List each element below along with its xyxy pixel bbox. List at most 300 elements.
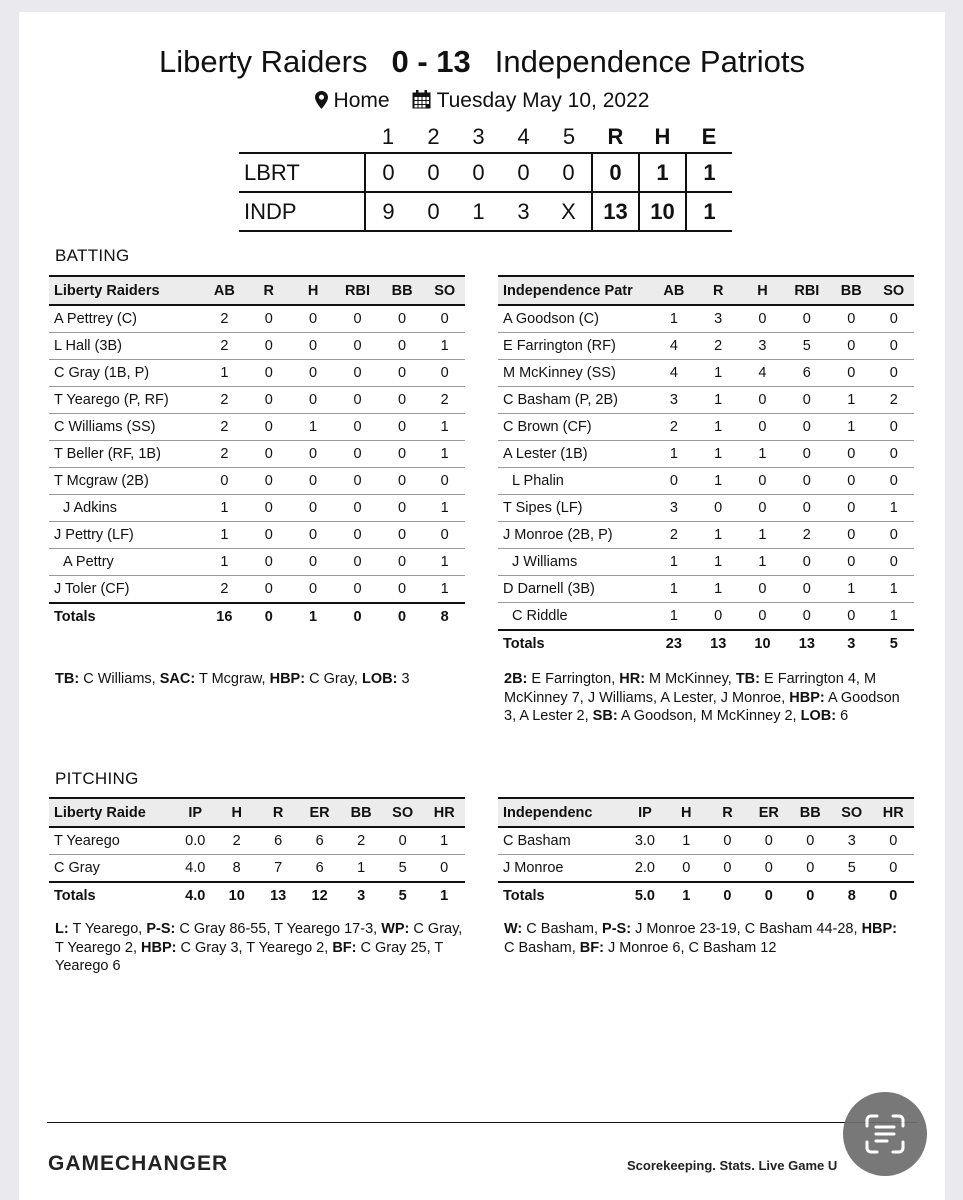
player-row xyxy=(498,414,914,441)
stat-value: 0 xyxy=(740,576,784,603)
player-row xyxy=(498,603,914,631)
stat-value: 0 xyxy=(696,603,740,631)
errors-total: 1 xyxy=(686,153,732,192)
stat-value: 0 xyxy=(380,333,425,360)
stat-value: 6 xyxy=(785,360,829,387)
stat-value: 1 xyxy=(424,414,465,441)
player-name: A Pettry xyxy=(49,549,202,576)
note-value: J Monroe 23-19, C Basham 44-28, xyxy=(631,921,862,937)
stat-value: 0 xyxy=(829,468,873,495)
player-row xyxy=(49,576,465,604)
stat-value: 0 xyxy=(829,333,873,360)
table-header-row xyxy=(49,798,465,827)
stat-value: 1 xyxy=(202,549,247,576)
note-key: HBP: xyxy=(141,939,177,956)
stat-value: 1 xyxy=(873,495,914,522)
note-key: SB: xyxy=(592,708,618,724)
stat-value: 0 xyxy=(335,387,380,414)
stat-column-header: BB xyxy=(340,798,382,827)
totals-label: Totals xyxy=(498,630,652,657)
totals-value: 16 xyxy=(202,603,247,630)
totals-value: 0 xyxy=(335,603,380,630)
note-key: WP: xyxy=(381,921,410,937)
totals-value: 1 xyxy=(423,882,465,909)
note-key: LOB: xyxy=(800,708,837,724)
stat-value: 4 xyxy=(652,360,696,387)
stat-value: 2 xyxy=(340,827,382,855)
stat-value: 0 xyxy=(829,522,873,549)
stat-column-header: BB xyxy=(790,798,831,827)
inning-score: 0 xyxy=(456,153,501,192)
stat-value: 0 xyxy=(740,414,784,441)
stat-value: 6 xyxy=(299,855,341,883)
note-key: L: xyxy=(55,921,69,937)
stat-value: 0 xyxy=(785,305,829,333)
runs-total: 0 xyxy=(592,153,639,192)
stat-value: 0 xyxy=(790,827,831,855)
stat-value: 1 xyxy=(291,414,335,441)
stat-value: 0 xyxy=(873,549,914,576)
stat-value: 1 xyxy=(740,522,784,549)
player-row xyxy=(49,522,465,549)
stat-value: 0 xyxy=(740,305,784,333)
totals-label: Totals xyxy=(49,603,202,630)
stat-value: 0 xyxy=(829,495,873,522)
stat-value: 2 xyxy=(202,333,247,360)
stat-value: 0 xyxy=(748,827,789,855)
stat-value: 0 xyxy=(829,441,873,468)
note-key: P-S: xyxy=(602,921,632,937)
player-row xyxy=(49,360,465,387)
player-name: A Lester (1B) xyxy=(498,441,652,468)
totals-row xyxy=(49,603,465,630)
totals-value: 13 xyxy=(785,630,829,657)
stat-value: 5 xyxy=(831,855,872,883)
player-row xyxy=(49,827,465,855)
note-key: HBP: xyxy=(789,689,825,706)
stat-value: 0 xyxy=(829,360,873,387)
inning-header: 1 xyxy=(381,124,395,149)
stat-value: 0 xyxy=(335,576,380,604)
totals-value: 10 xyxy=(740,630,784,657)
stat-value: 0 xyxy=(247,441,291,468)
player-row xyxy=(498,333,914,360)
stat-column-header: H xyxy=(740,276,784,305)
stat-value: 7 xyxy=(257,855,298,883)
totals-value: 13 xyxy=(257,882,298,909)
note-value: J Monroe 6, C Basham 12 xyxy=(603,939,777,956)
totals-value: 0 xyxy=(380,603,425,630)
stat-value: 5 xyxy=(785,333,829,360)
totals-value: 4.0 xyxy=(174,882,216,909)
player-name: C Gray (1B, P) xyxy=(49,360,202,387)
stat-value: 1 xyxy=(740,549,784,576)
pitching-table-home xyxy=(498,797,914,909)
note-value: C Basham, xyxy=(522,921,603,937)
totals-value: 0 xyxy=(872,882,914,909)
note-value: C Gray, T Yearego 2, xyxy=(55,921,463,956)
totals-label: Totals xyxy=(498,882,624,909)
home-team-name: Independence Patriots xyxy=(494,44,805,79)
stat-value: 0 xyxy=(380,441,425,468)
stat-value: 0 xyxy=(247,360,291,387)
note-key: HBP: xyxy=(861,921,898,937)
boxscore-page xyxy=(19,12,945,1200)
stat-value: 2 xyxy=(202,387,247,414)
table-header-row xyxy=(498,276,914,305)
stat-value: 0 xyxy=(873,305,914,333)
stat-value: 0 xyxy=(785,468,829,495)
note-key: LOB: xyxy=(361,671,398,687)
stat-column-header: R xyxy=(247,276,291,305)
stat-column-header: RBI xyxy=(335,276,380,305)
hits-total: 10 xyxy=(639,192,686,231)
note-value: C Williams, xyxy=(79,671,160,687)
player-row xyxy=(49,468,465,495)
totals-value: 0 xyxy=(748,882,789,909)
stat-value: 0 xyxy=(247,522,291,549)
stat-value: 0 xyxy=(740,387,784,414)
note-value: C Gray 25, T Yearego 6 xyxy=(55,939,443,974)
hits-total: 1 xyxy=(639,153,686,192)
stat-value: 3.0 xyxy=(624,827,665,855)
stat-value: 0 xyxy=(247,468,291,495)
note-value: A Goodson 3, A Lester 2, xyxy=(504,689,900,724)
stat-value: 1 xyxy=(202,522,247,549)
player-row xyxy=(498,441,914,468)
note-key: SAC: xyxy=(159,671,196,687)
batting-section-title: BATTING xyxy=(55,246,130,265)
inning-header: 5 xyxy=(562,124,576,149)
inning-score: 0 xyxy=(546,153,592,192)
note-value: T Mcgraw, xyxy=(195,671,270,687)
note-value: M McKinney, xyxy=(645,671,736,687)
player-name: C Basham xyxy=(498,827,624,855)
stat-value: 0 xyxy=(785,387,829,414)
player-name: J Monroe (2B, P) xyxy=(498,522,652,549)
stat-value: 0 xyxy=(785,576,829,603)
stat-value: 0 xyxy=(335,495,380,522)
stat-value: 0 xyxy=(785,441,829,468)
note-value: A Goodson, M McKinney 2, xyxy=(617,708,801,724)
stat-value: 0 xyxy=(291,360,335,387)
stat-value: 0 xyxy=(247,333,291,360)
stat-column-header: AB xyxy=(202,276,247,305)
team-abbr: LBRT xyxy=(239,153,365,192)
errors-header: E xyxy=(701,124,717,149)
stat-value: 2 xyxy=(785,522,829,549)
stat-value: 0 xyxy=(247,414,291,441)
totals-value: 8 xyxy=(831,882,872,909)
player-name: C Williams (SS) xyxy=(49,414,202,441)
totals-value: 10 xyxy=(216,882,257,909)
player-row xyxy=(498,495,914,522)
stat-value: 1 xyxy=(652,603,696,631)
runs-total: 13 xyxy=(592,192,639,231)
stat-value: 0 xyxy=(202,468,247,495)
stat-value: 4 xyxy=(740,360,784,387)
stat-value: 3 xyxy=(652,387,696,414)
stat-column-header: IP xyxy=(174,798,216,827)
stat-value: 0 xyxy=(829,305,873,333)
linescore-table xyxy=(239,122,732,232)
stat-column-header: ER xyxy=(748,798,789,827)
stat-value: 0 xyxy=(335,333,380,360)
note-value: E Farrington, xyxy=(527,671,620,687)
pitching-notes-home xyxy=(504,920,909,957)
stat-value: 0 xyxy=(247,387,291,414)
stat-value: 1 xyxy=(740,441,784,468)
stat-value: 0 xyxy=(707,855,748,883)
stat-value: 1 xyxy=(652,549,696,576)
stat-value: 0 xyxy=(291,333,335,360)
stat-value: 0 xyxy=(873,468,914,495)
totals-value: 1 xyxy=(291,603,335,630)
stat-value: 3 xyxy=(696,305,740,333)
stat-value: 0 xyxy=(873,360,914,387)
player-row xyxy=(49,387,465,414)
player-row xyxy=(49,305,465,333)
note-key: BF: xyxy=(579,939,604,956)
stat-value: 2 xyxy=(652,414,696,441)
team-column-header: Independenc xyxy=(498,798,624,827)
hits-header: H xyxy=(654,124,671,149)
totals-value: 0 xyxy=(790,882,831,909)
batting-notes-home xyxy=(504,670,909,726)
stat-value: 0 xyxy=(785,495,829,522)
stat-value: 1 xyxy=(696,360,740,387)
player-row xyxy=(49,549,465,576)
inning-score: 1 xyxy=(456,192,501,231)
stat-value: 0 xyxy=(380,468,425,495)
stat-value: 0 xyxy=(785,603,829,631)
stat-value: 0 xyxy=(380,495,425,522)
stat-value: 0 xyxy=(291,522,335,549)
player-name: T Yearego xyxy=(49,827,174,855)
note-key: HR: xyxy=(619,671,646,687)
note-key: P-S: xyxy=(146,921,176,937)
stat-value: 1 xyxy=(829,414,873,441)
stat-value: 0 xyxy=(423,855,465,883)
inning-score: 0 xyxy=(411,153,456,192)
game-info xyxy=(19,89,945,115)
stat-value: 0 xyxy=(247,495,291,522)
runs-header: R xyxy=(607,124,624,149)
stat-value: 0 xyxy=(829,603,873,631)
stat-value: 0 xyxy=(335,549,380,576)
team-column-header: Liberty Raiders xyxy=(49,276,202,305)
note-value: C Gray, xyxy=(305,671,362,687)
stat-value: 0 xyxy=(873,414,914,441)
player-row xyxy=(498,855,914,883)
linescore-row-home xyxy=(239,192,732,231)
totals-value: 23 xyxy=(652,630,696,657)
stat-value: 1 xyxy=(696,522,740,549)
table-header-row xyxy=(49,276,465,305)
stat-value: 1 xyxy=(424,441,465,468)
stat-column-header: ER xyxy=(299,798,341,827)
totals-value: 1 xyxy=(666,882,707,909)
stat-value: 2 xyxy=(202,414,247,441)
stat-value: 0 xyxy=(873,441,914,468)
gamechanger-logo: GAMECHANGER xyxy=(48,1152,229,1175)
stat-value: 0 xyxy=(380,576,425,604)
pitching-table-away xyxy=(49,797,465,909)
stat-value: 0 xyxy=(335,360,380,387)
stat-column-header: R xyxy=(257,798,298,827)
linescore-row-away xyxy=(239,153,732,192)
stat-value: 0 xyxy=(247,576,291,604)
calendar-icon xyxy=(412,90,431,115)
stat-value: 0 xyxy=(707,827,748,855)
stat-value: 0 xyxy=(382,827,424,855)
stat-value: 0 xyxy=(424,468,465,495)
player-name: T Beller (RF, 1B) xyxy=(49,441,202,468)
stat-value: 1 xyxy=(696,387,740,414)
player-row xyxy=(498,576,914,603)
stat-column-header: RBI xyxy=(785,276,829,305)
stat-value: 1 xyxy=(696,441,740,468)
player-name: D Darnell (3B) xyxy=(498,576,652,603)
stat-value: 0 xyxy=(652,468,696,495)
player-name: E Farrington (RF) xyxy=(498,333,652,360)
note-key: W: xyxy=(504,921,523,937)
text-scan-button[interactable] xyxy=(843,1092,927,1176)
player-row xyxy=(49,855,465,883)
stat-column-header: H xyxy=(666,798,707,827)
player-name: C Brown (CF) xyxy=(498,414,652,441)
stat-value: 1 xyxy=(202,360,247,387)
stat-value: 2 xyxy=(216,827,257,855)
errors-total: 1 xyxy=(686,192,732,231)
stat-column-header: R xyxy=(707,798,748,827)
stat-value: 1 xyxy=(873,576,914,603)
stat-column-header: HR xyxy=(423,798,465,827)
note-value: E Farrington 4, M McKinney 7, J Williams, A Lester, J Monroe, xyxy=(504,671,877,706)
inning-header: 3 xyxy=(472,124,485,149)
stat-value: 0 xyxy=(740,468,784,495)
player-name: C Riddle xyxy=(498,603,652,631)
stat-value: 0 xyxy=(247,305,291,333)
stat-value: 1 xyxy=(666,827,707,855)
stat-value: 0 xyxy=(291,576,335,604)
stat-column-header: SO xyxy=(382,798,424,827)
note-value: 3 xyxy=(397,671,410,687)
stat-value: 0 xyxy=(872,855,914,883)
stat-value: 0 xyxy=(335,468,380,495)
stat-column-header: IP xyxy=(624,798,665,827)
stat-value: 0 xyxy=(291,387,335,414)
player-name: J Monroe xyxy=(498,855,624,883)
note-key: TB: xyxy=(735,671,760,687)
away-team-name: Liberty Raiders xyxy=(159,44,368,79)
player-row xyxy=(498,387,914,414)
totals-label: Totals xyxy=(49,882,174,909)
player-row xyxy=(498,549,914,576)
stat-value: 2 xyxy=(424,387,465,414)
linescore-header xyxy=(239,122,732,153)
inning-score: 3 xyxy=(501,192,546,231)
stat-value: 1 xyxy=(696,549,740,576)
stat-value: 2 xyxy=(202,305,247,333)
player-name: J Toler (CF) xyxy=(49,576,202,604)
stat-value: 1 xyxy=(340,855,382,883)
stat-value: 1 xyxy=(652,441,696,468)
stat-value: 1 xyxy=(696,414,740,441)
stat-value: 4 xyxy=(652,333,696,360)
stat-value: 3 xyxy=(740,333,784,360)
note-key: 2B: xyxy=(504,671,528,687)
game-date: Tuesday May 10, 2022 xyxy=(436,89,650,112)
stat-value: 6 xyxy=(257,827,298,855)
totals-value: 12 xyxy=(299,882,341,909)
player-row xyxy=(498,827,914,855)
stat-value: 0.0 xyxy=(174,827,216,855)
stat-value: 2 xyxy=(696,333,740,360)
stat-value: 0 xyxy=(740,603,784,631)
footer-divider xyxy=(47,1122,917,1123)
stat-value: 0 xyxy=(696,495,740,522)
totals-value: 5 xyxy=(873,630,914,657)
totals-value: 3 xyxy=(829,630,873,657)
player-name: L Hall (3B) xyxy=(49,333,202,360)
stat-value: 1 xyxy=(424,549,465,576)
batting-notes-away xyxy=(55,670,465,689)
player-name: C Basham (P, 2B) xyxy=(498,387,652,414)
stat-value: 0 xyxy=(335,441,380,468)
player-name: J Williams xyxy=(498,549,652,576)
stat-column-header: HR xyxy=(872,798,914,827)
note-value: C Gray 86-55, T Yearego 17-3, xyxy=(175,921,382,937)
inning-header: 4 xyxy=(517,124,530,149)
player-row xyxy=(49,495,465,522)
stat-value: 0 xyxy=(291,468,335,495)
stat-value: 1 xyxy=(424,333,465,360)
note-value: C Basham, xyxy=(504,939,580,956)
stat-value: 2 xyxy=(202,441,247,468)
player-name: T Sipes (LF) xyxy=(498,495,652,522)
player-row xyxy=(49,333,465,360)
player-name: C Gray xyxy=(49,855,174,883)
stat-value: 0 xyxy=(380,414,425,441)
inning-score: X xyxy=(546,192,592,231)
stat-value: 0 xyxy=(872,827,914,855)
stat-column-header: H xyxy=(291,276,335,305)
player-row xyxy=(498,468,914,495)
stat-value: 0 xyxy=(666,855,707,883)
stat-value: 0 xyxy=(291,441,335,468)
final-score: 0 - 13 xyxy=(391,44,471,79)
stat-value: 0 xyxy=(873,522,914,549)
footer-tagline: Scorekeeping. Stats. Live Game U xyxy=(627,1158,838,1173)
player-name: T Yearego (P, RF) xyxy=(49,387,202,414)
stat-value: 5 xyxy=(382,855,424,883)
stat-value: 0 xyxy=(873,333,914,360)
table-header-row xyxy=(498,798,914,827)
stat-value: 0 xyxy=(380,522,425,549)
stat-value: 1 xyxy=(652,305,696,333)
stat-column-header: SO xyxy=(424,276,465,305)
stat-value: 0 xyxy=(335,522,380,549)
stat-value: 0 xyxy=(247,549,291,576)
stat-value: 1 xyxy=(829,387,873,414)
stat-value: 0 xyxy=(424,522,465,549)
totals-value: 5.0 xyxy=(624,882,665,909)
player-name: A Goodson (C) xyxy=(498,305,652,333)
note-key: TB: xyxy=(55,671,80,687)
stat-value: 1 xyxy=(696,468,740,495)
totals-value: 0 xyxy=(247,603,291,630)
